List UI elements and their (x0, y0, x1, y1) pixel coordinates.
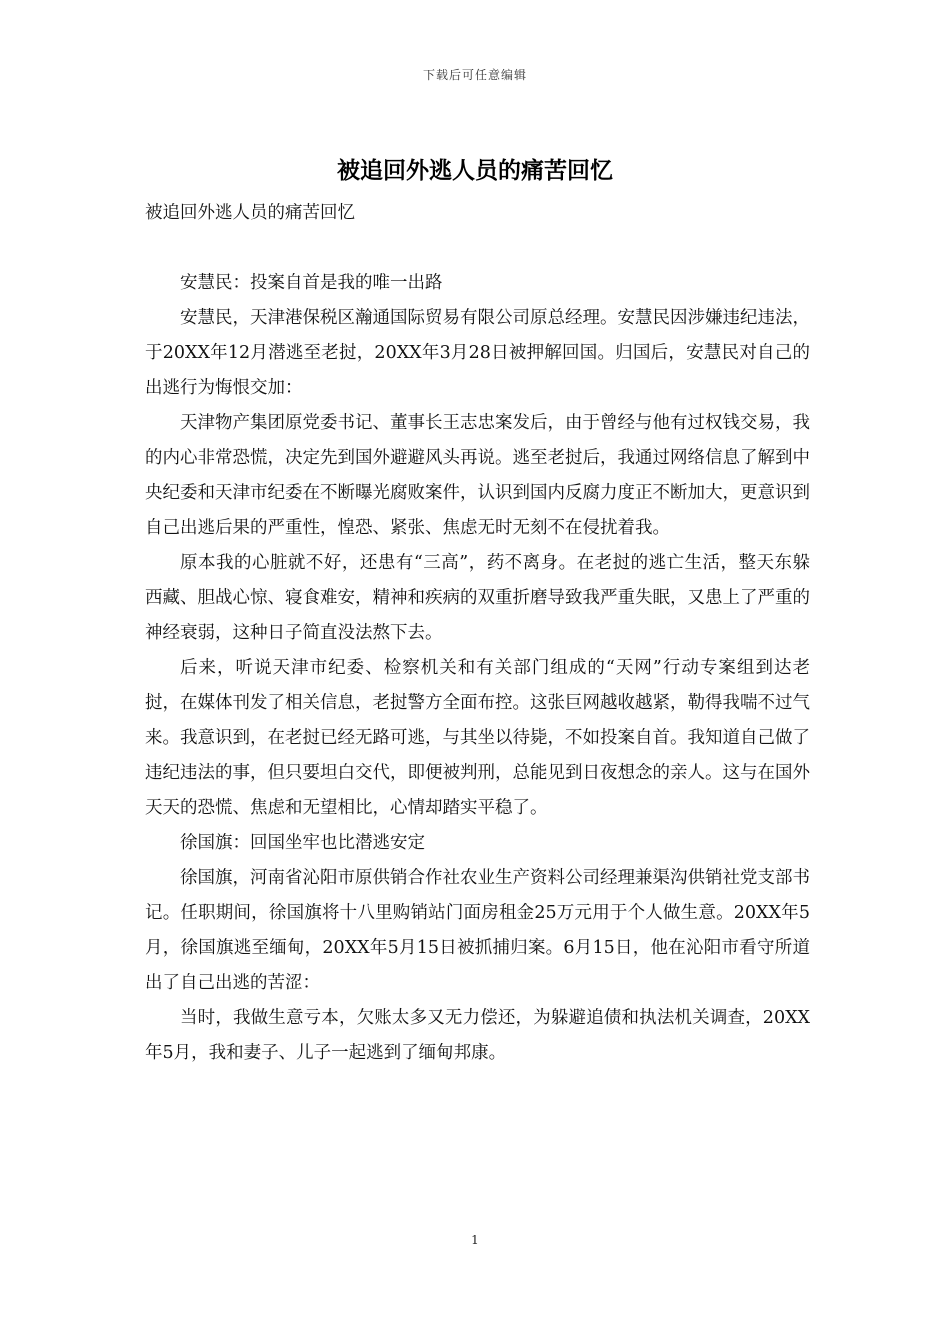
page-header: 下载后可任意编辑 (422, 68, 527, 82)
document-title: 被追回外逃人员的痛苦回忆 (337, 157, 613, 184)
paragraph: 安慧民，天津港保税区瀚通国际贸易有限公司原总经理。安慧民因涉嫌违纪违法，于20XX年12月潜逃至老挝，20XX年3月28日被押解回国。归国后，安慧民对自己的出逃行为悔恨交加： (145, 308, 810, 398)
section-heading-xu-guoqi: 徐国旗：回国坐牢也比潜逃安定 (180, 833, 425, 853)
paragraph: 后来，听说天津市纪委、检察机关和有关部门组成的“天网”行动专案组到达老挝，在媒体刊发了相关信息，老挝警方全面布控。这张巨网越收越紧，勒得我喘不过气来。我意识到，在老挝已经无路可逃，与其坐以待毙，不如投案自首。我知道自己做了违纪违法的事，但只要坦白交代，即便被判刑，总能见到日夜想念的亲人。这与在国外天天的恐慌、焦虑和无望相比，心情却踏实平稳了。 (145, 658, 810, 818)
section-heading-an-huimin: 安慧民：投案自首是我的唯一出路 (180, 273, 443, 293)
paragraph: 天津物产集团原党委书记、董事长王志忠案发后，由于曾经与他有过权钱交易，我的内心非常恐慌，决定先到国外避避风头再说。逃至老挝后，我通过网络信息了解到中央纪委和天津市纪委在不断曝光腐败案件，认识到国内反腐力度正不断加大，更意识到自己出逃后果的严重性，惶恐、紧张、焦虑无时无刻不在侵扰着我。 (145, 413, 810, 538)
blank-line (145, 231, 810, 266)
paragraph: 原本我的心脏就不好，还患有“三高”，药不离身。在老挝的逃亡生活，整天东躲西藏、胆战心惊、寝食难安，精神和疾病的双重折磨导致我严重失眠，又患上了严重的神经衰弱，这种日子简直没法熬下去。 (145, 553, 810, 643)
paragraph-subtitle: 被追回外逃人员的痛苦回忆 (145, 203, 355, 223)
paragraph: 徐国旗，河南省沁阳市原供销合作社农业生产资料公司经理兼渠沟供销社党支部书记。任职期间，徐国旗将十八里购销站门面房租金25万元用于个人做生意。20XX年5月，徐国旗逃至缅甸，20XX年5月15日被抓捕归案。6月15日，他在沁阳市看守所道出了自己出逃的苦涩： (145, 868, 810, 993)
paragraph: 当时，我做生意亏本，欠账太多又无力偿还，为躲避追债和执法机关调查，20XX年5月，我和妻子、儿子一起逃到了缅甸邦康。 (145, 1008, 810, 1063)
document-body (145, 196, 810, 1071)
page-number: 1 (471, 1233, 479, 1247)
